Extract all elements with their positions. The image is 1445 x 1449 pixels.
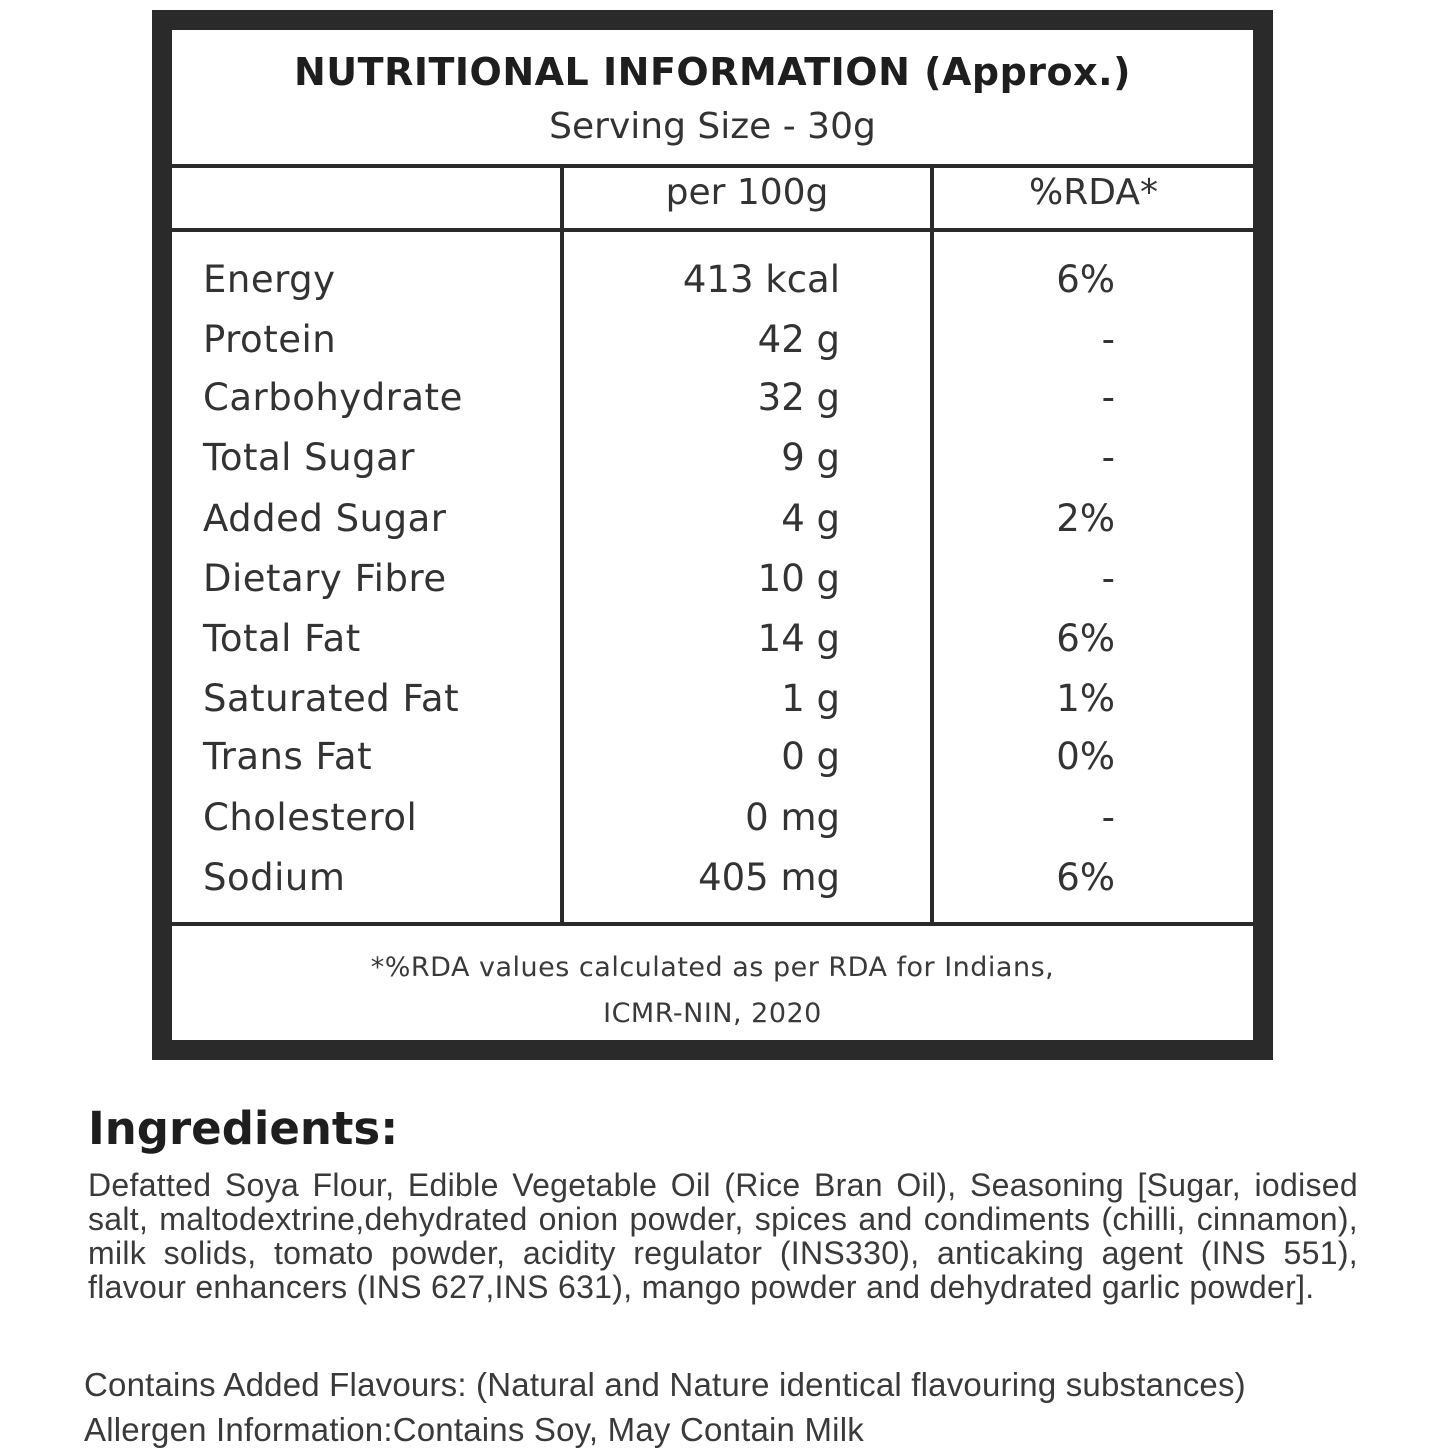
nutrient-amount: 405 mg bbox=[698, 856, 840, 899]
nutrient-name: Total Fat bbox=[203, 617, 361, 660]
added-flavours-statement: Contains Added Flavours: (Natural and Nature identical flavouring substances) bbox=[84, 1366, 1246, 1403]
nutrient-rda: - bbox=[1101, 796, 1115, 839]
table-row-trans-fat bbox=[172, 735, 1253, 795]
ingredients-text: Defatted Soya Flour, Edible Vegetable Oil (Rice Bran Oil), Seasoning [Sugar, iodised salt, maltodextrine,dehydrated onion powder, spices and condiments (chilli, cinnamon), milk solids, tomato powder, acidity regulator (INS330), anticaking agent (INS 551), flavour enhancers (INS 627,INS 631), mango powder and dehydrated garlic powder]. bbox=[88, 1167, 1358, 1305]
nutrient-name: Cholesterol bbox=[203, 796, 418, 839]
ingredients-heading: Ingredients: bbox=[88, 1102, 399, 1155]
table-row-total-fat bbox=[172, 617, 1253, 677]
divider-column-header bbox=[172, 228, 1253, 232]
nutrient-amount: 1 g bbox=[781, 677, 840, 720]
nutrient-name: Sodium bbox=[203, 856, 346, 899]
nutrient-name: Added Sugar bbox=[203, 497, 447, 540]
table-row-sodium bbox=[172, 856, 1253, 916]
nutrient-amount: 0 g bbox=[781, 735, 840, 778]
nutrient-rda: 0% bbox=[1056, 735, 1115, 778]
nutrient-name: Dietary Fibre bbox=[203, 557, 447, 600]
nutrient-rda: 1% bbox=[1056, 677, 1115, 720]
nutrient-rda: - bbox=[1101, 318, 1115, 361]
serving-size: Serving Size - 30g bbox=[549, 106, 876, 147]
nutrient-name: Total Sugar bbox=[203, 436, 415, 479]
nutrient-amount: 9 g bbox=[781, 436, 840, 479]
nutrient-name: Energy bbox=[203, 258, 336, 301]
nutrient-rda: - bbox=[1101, 376, 1115, 419]
nutrient-rda: 6% bbox=[1056, 258, 1115, 301]
divider-header bbox=[172, 164, 1253, 168]
column-header-rda: %RDA* bbox=[1029, 172, 1158, 213]
divider-footnote bbox=[172, 922, 1253, 926]
nutrient-amount: 32 g bbox=[757, 376, 840, 419]
panel-title: NUTRITIONAL INFORMATION (Approx.) bbox=[294, 50, 1131, 94]
nutrient-amount: 14 g bbox=[757, 617, 840, 660]
nutrient-name: Trans Fat bbox=[203, 735, 373, 778]
nutrient-rda: 2% bbox=[1056, 497, 1115, 540]
nutrient-amount: 413 kcal bbox=[682, 258, 840, 301]
table-row-energy bbox=[172, 258, 1253, 318]
nutrient-rda: 6% bbox=[1056, 617, 1115, 660]
nutrient-rda: - bbox=[1101, 436, 1115, 479]
table-row-cholesterol bbox=[172, 796, 1253, 856]
nutrient-rda: 6% bbox=[1056, 856, 1115, 899]
nutrient-name: Carbohydrate bbox=[203, 376, 463, 419]
rda-footnote-line-2: ICMR-NIN, 2020 bbox=[603, 998, 822, 1029]
column-header-per-100g: per 100g bbox=[665, 172, 829, 213]
nutrient-amount: 0 mg bbox=[745, 796, 840, 839]
nutrient-rda: - bbox=[1101, 557, 1115, 600]
allergen-information: Allergen Information:Contains Soy, May Contain Milk bbox=[84, 1411, 864, 1448]
rda-footnote-line-1: *%RDA values calculated as per RDA for Indians, bbox=[370, 952, 1055, 983]
table-row-carbohydrate bbox=[172, 376, 1253, 436]
nutrition-panel-inner bbox=[172, 30, 1253, 1040]
table-row-total-sugar bbox=[172, 436, 1253, 496]
table-row-dietary-fibre bbox=[172, 557, 1253, 617]
nutrient-amount: 10 g bbox=[757, 557, 840, 600]
nutrition-panel bbox=[152, 10, 1273, 1060]
table-row-protein bbox=[172, 318, 1253, 378]
nutrient-amount: 4 g bbox=[781, 497, 840, 540]
table-row-saturated-fat bbox=[172, 677, 1253, 737]
nutrient-name: Protein bbox=[203, 318, 337, 361]
nutrient-name: Saturated Fat bbox=[203, 677, 460, 720]
table-row-added-sugar bbox=[172, 497, 1253, 557]
nutrient-amount: 42 g bbox=[757, 318, 840, 361]
